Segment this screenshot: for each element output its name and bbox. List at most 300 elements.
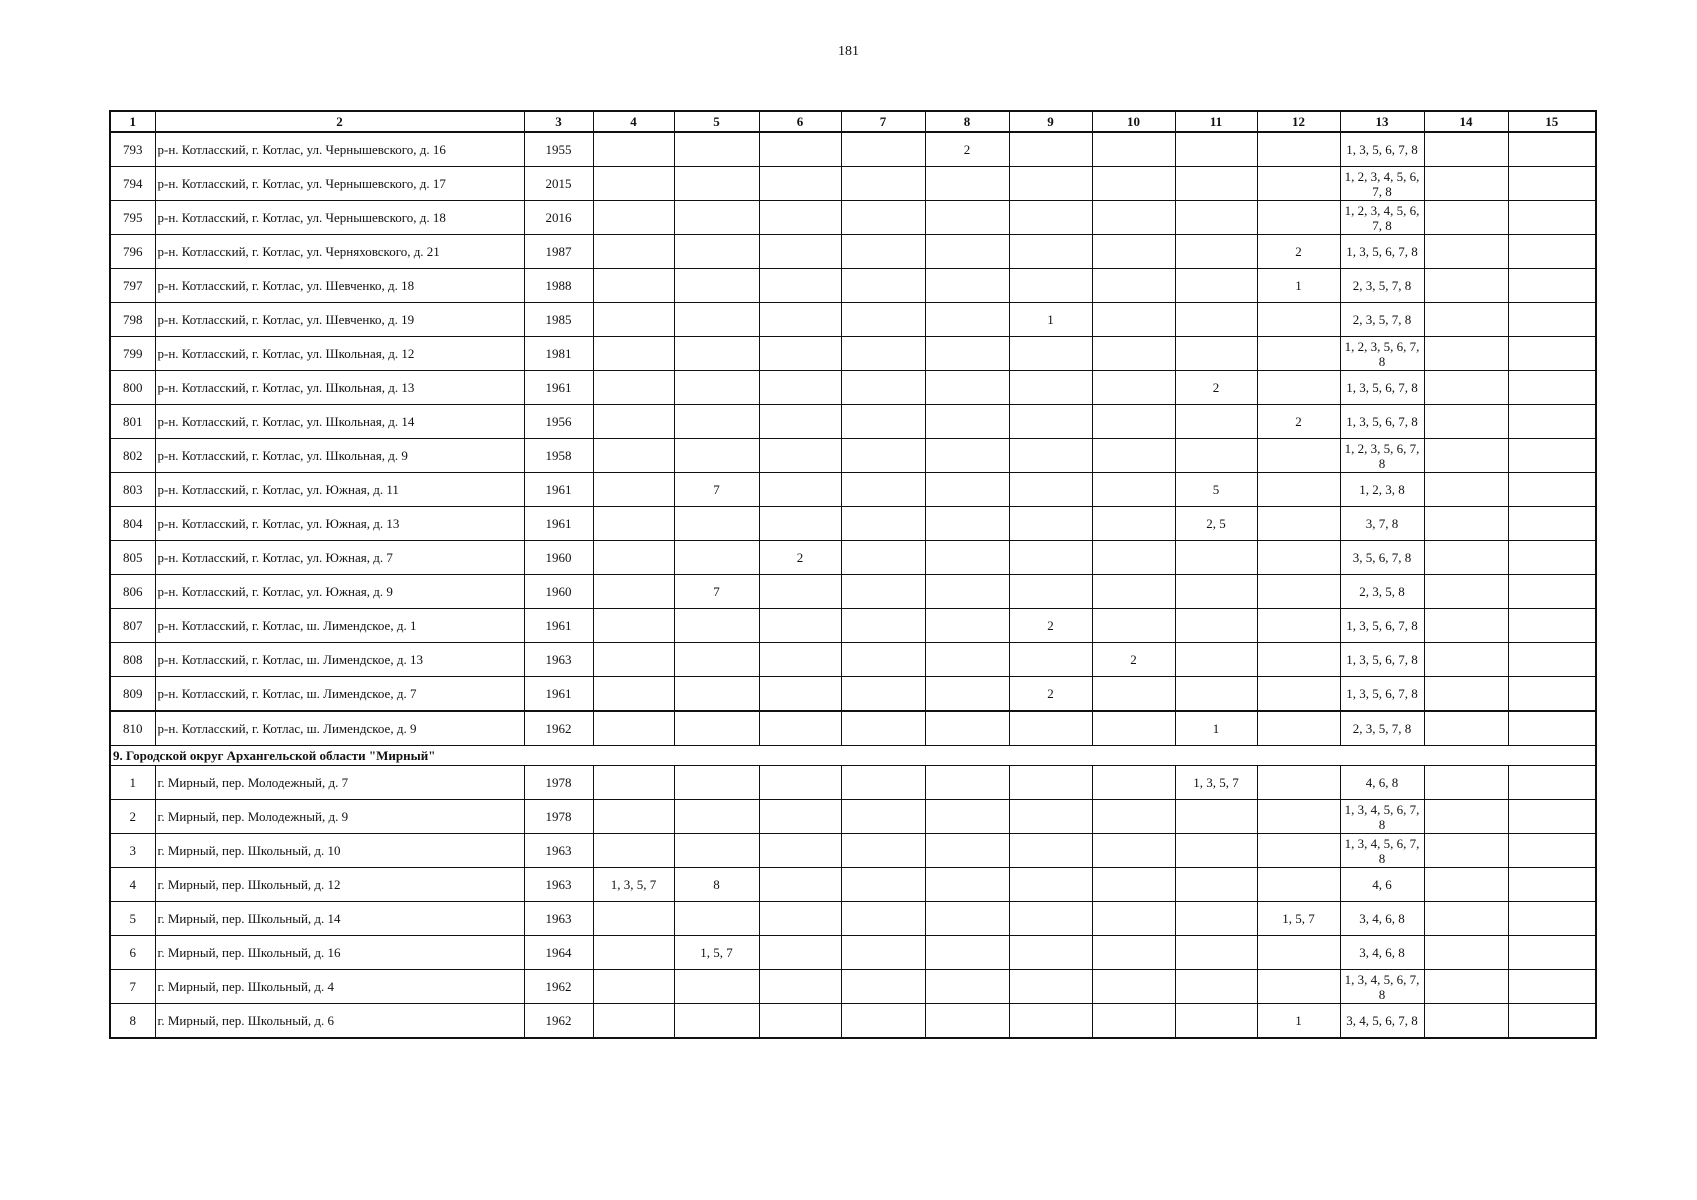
year-cell: 1964 (524, 936, 593, 970)
table-cell: 2, 3, 5, 8 (1340, 575, 1424, 609)
table-cell (1424, 507, 1508, 541)
table-cell (674, 766, 759, 800)
table-cell (759, 201, 841, 235)
table-row (110, 868, 1596, 902)
table-cell (841, 337, 925, 371)
table-cell (593, 609, 674, 643)
table-cell (1424, 766, 1508, 800)
table-cell (1424, 337, 1508, 371)
table-cell (674, 303, 759, 337)
table-cell (674, 609, 759, 643)
table-cell (674, 405, 759, 439)
address-cell: г. Мирный, пер. Школьный, д. 4 (155, 970, 524, 1004)
table-cell (1508, 834, 1596, 868)
table-cell: 2 (1257, 235, 1340, 269)
table-cell (1009, 201, 1092, 235)
table-cell (925, 201, 1009, 235)
table-cell (1257, 541, 1340, 575)
column-header-8: 8 (925, 111, 1009, 132)
table-row (110, 201, 1596, 235)
row-number-cell: 5 (110, 902, 155, 936)
table-cell (759, 575, 841, 609)
year-cell: 2015 (524, 167, 593, 201)
table-cell: 2 (1009, 677, 1092, 712)
table-cell (1508, 405, 1596, 439)
table-cell (841, 711, 925, 746)
table-cell (1175, 201, 1257, 235)
table-cell (1009, 800, 1092, 834)
table-cell (1009, 970, 1092, 1004)
table-cell (1508, 269, 1596, 303)
year-cell: 1961 (524, 473, 593, 507)
table-cell (1257, 201, 1340, 235)
table-cell (593, 766, 674, 800)
table-cell (759, 1004, 841, 1039)
year-cell: 1962 (524, 711, 593, 746)
table-cell (1508, 800, 1596, 834)
table-cell (1424, 541, 1508, 575)
table-cell (1092, 473, 1175, 507)
table-cell (759, 337, 841, 371)
table-cell (1175, 541, 1257, 575)
table-cell (674, 132, 759, 167)
table-cell (1508, 235, 1596, 269)
table-cell (1175, 800, 1257, 834)
table-row (110, 303, 1596, 337)
table-cell (925, 902, 1009, 936)
table-cell (1257, 834, 1340, 868)
table-cell (925, 800, 1009, 834)
table-cell (674, 201, 759, 235)
address-cell: р-н. Котласский, г. Котлас, ул. Южная, д. 9 (155, 575, 524, 609)
year-cell: 1961 (524, 371, 593, 405)
table-cell (1424, 201, 1508, 235)
table-cell (841, 970, 925, 1004)
table-row (110, 902, 1596, 936)
table-cell (1009, 371, 1092, 405)
table-cell (1092, 609, 1175, 643)
table-cell: 2 (759, 541, 841, 575)
table-row (110, 167, 1596, 201)
table-cell (1424, 575, 1508, 609)
table-cell (1508, 766, 1596, 800)
table-row (110, 766, 1596, 800)
table-cell (1175, 677, 1257, 712)
table-cell (1508, 677, 1596, 712)
table-cell (759, 936, 841, 970)
table-cell (841, 766, 925, 800)
table-cell (1508, 132, 1596, 167)
table-cell: 5 (1175, 473, 1257, 507)
table-cell (1257, 609, 1340, 643)
table-row (110, 834, 1596, 868)
table-cell (674, 269, 759, 303)
table-cell (841, 834, 925, 868)
table-cell (841, 439, 925, 473)
table-cell (925, 677, 1009, 712)
table-cell: 1, 3, 5, 6, 7, 8 (1340, 609, 1424, 643)
address-cell: р-н. Котласский, г. Котлас, ш. Лимендское, д. 9 (155, 711, 524, 746)
year-cell: 1962 (524, 970, 593, 1004)
table-cell (1508, 902, 1596, 936)
table-cell (593, 439, 674, 473)
row-number-cell: 806 (110, 575, 155, 609)
table-cell (1092, 439, 1175, 473)
table-cell (1257, 970, 1340, 1004)
table-cell (1092, 541, 1175, 575)
table-cell (841, 609, 925, 643)
table-cell (841, 936, 925, 970)
table-cell (759, 405, 841, 439)
table-cell (1009, 235, 1092, 269)
table-cell (925, 269, 1009, 303)
page-number: 181 (838, 44, 859, 59)
table-cell (1257, 439, 1340, 473)
table-cell (925, 507, 1009, 541)
table-cell (1424, 902, 1508, 936)
table-row (110, 371, 1596, 405)
row-number-cell: 4 (110, 868, 155, 902)
table-cell (1092, 507, 1175, 541)
table-row (110, 132, 1596, 167)
table-cell (1257, 643, 1340, 677)
row-number-cell: 796 (110, 235, 155, 269)
table-cell (1257, 711, 1340, 746)
row-number-cell: 801 (110, 405, 155, 439)
table-cell (674, 371, 759, 405)
table-cell (593, 575, 674, 609)
table-cell (1424, 868, 1508, 902)
table-cell (1009, 834, 1092, 868)
row-number-cell: 1 (110, 766, 155, 800)
table-cell (1009, 473, 1092, 507)
row-number-cell: 802 (110, 439, 155, 473)
table-cell (841, 269, 925, 303)
table-cell (1424, 371, 1508, 405)
column-header-13: 13 (1340, 111, 1424, 132)
table-cell: 1, 3, 5, 6, 7, 8 (1340, 132, 1424, 167)
table-cell (1508, 643, 1596, 677)
row-number-cell: 810 (110, 711, 155, 746)
table-cell (925, 337, 1009, 371)
year-cell: 1958 (524, 439, 593, 473)
table-cell (1092, 167, 1175, 201)
data-table (109, 110, 1597, 1039)
table-cell (1009, 902, 1092, 936)
table-row (110, 405, 1596, 439)
row-number-cell: 7 (110, 970, 155, 1004)
table-cell (1424, 167, 1508, 201)
address-cell: р-н. Котласский, г. Котлас, ул. Южная, д. 7 (155, 541, 524, 575)
table-row (110, 473, 1596, 507)
table-cell: 7 (674, 473, 759, 507)
table-cell (593, 800, 674, 834)
table-cell (1424, 303, 1508, 337)
table-cell (841, 303, 925, 337)
table-cell (925, 609, 1009, 643)
table-cell (759, 800, 841, 834)
table-body (110, 132, 1596, 1038)
table-cell (925, 936, 1009, 970)
table-cell: 1, 2, 3, 8 (1340, 473, 1424, 507)
table-cell (593, 936, 674, 970)
table-cell (674, 1004, 759, 1039)
table-cell (1092, 337, 1175, 371)
table-cell: 1, 3, 5, 6, 7, 8 (1340, 677, 1424, 712)
table-cell (674, 235, 759, 269)
year-cell: 1987 (524, 235, 593, 269)
table-cell (841, 1004, 925, 1039)
table-cell (1508, 575, 1596, 609)
address-cell: р-н. Котласский, г. Котлас, ш. Лимендское, д. 7 (155, 677, 524, 712)
table-cell: 3, 4, 6, 8 (1340, 902, 1424, 936)
table-cell (925, 235, 1009, 269)
table-cell (1257, 868, 1340, 902)
table-cell: 1, 2, 3, 4, 5, 6, 7, 8 (1340, 167, 1424, 201)
table-cell (1175, 439, 1257, 473)
section-title: 9. Городской округ Архангельской области "Мирный" (110, 746, 1596, 766)
table-row (110, 235, 1596, 269)
table-row (110, 269, 1596, 303)
row-number-cell: 798 (110, 303, 155, 337)
row-number-cell: 793 (110, 132, 155, 167)
year-cell: 1961 (524, 677, 593, 712)
table-cell (1424, 1004, 1508, 1039)
table-cell (1424, 834, 1508, 868)
table-cell (1424, 235, 1508, 269)
table-cell (1175, 834, 1257, 868)
table-cell (925, 868, 1009, 902)
table-cell: 1 (1175, 711, 1257, 746)
table-cell (1009, 1004, 1092, 1039)
table-cell (593, 970, 674, 1004)
header-row (110, 111, 1596, 132)
table-cell (1009, 439, 1092, 473)
table-cell: 1 (1009, 303, 1092, 337)
year-cell: 1988 (524, 269, 593, 303)
table-cell (1092, 970, 1175, 1004)
table-cell (1009, 643, 1092, 677)
table-cell (1175, 1004, 1257, 1039)
table-row (110, 970, 1596, 1004)
table-cell (1424, 643, 1508, 677)
table-cell (593, 405, 674, 439)
column-header-12: 12 (1257, 111, 1340, 132)
table-cell (1092, 575, 1175, 609)
table-cell (841, 371, 925, 405)
table-cell (1508, 303, 1596, 337)
table-cell (841, 541, 925, 575)
table-cell (759, 970, 841, 1004)
table-cell (1175, 609, 1257, 643)
year-cell: 1963 (524, 643, 593, 677)
table-cell (593, 902, 674, 936)
table-cell: 2 (925, 132, 1009, 167)
table-row (110, 1004, 1596, 1039)
table-cell (759, 834, 841, 868)
address-cell: р-н. Котласский, г. Котлас, ул. Шевченко, д. 19 (155, 303, 524, 337)
table-cell (1508, 1004, 1596, 1039)
table-cell: 1, 3, 4, 5, 6, 7, 8 (1340, 800, 1424, 834)
row-number-cell: 794 (110, 167, 155, 201)
table-cell (1508, 936, 1596, 970)
table-cell (841, 473, 925, 507)
table-cell (1009, 337, 1092, 371)
table-cell (1175, 132, 1257, 167)
table-cell (1092, 1004, 1175, 1039)
table-cell (593, 303, 674, 337)
table-cell: 2, 3, 5, 7, 8 (1340, 303, 1424, 337)
table-cell (925, 575, 1009, 609)
row-number-cell: 803 (110, 473, 155, 507)
year-cell: 1978 (524, 766, 593, 800)
table-row (110, 575, 1596, 609)
table-cell: 2, 3, 5, 7, 8 (1340, 269, 1424, 303)
table-cell (925, 473, 1009, 507)
table-cell: 2 (1009, 609, 1092, 643)
table-cell (841, 575, 925, 609)
table-cell (1092, 201, 1175, 235)
table-cell (1508, 201, 1596, 235)
address-cell: р-н. Котласский, г. Котлас, ул. Черняховского, д. 21 (155, 235, 524, 269)
table-cell (1257, 677, 1340, 712)
table-cell: 1, 3, 5, 6, 7, 8 (1340, 405, 1424, 439)
table-cell (593, 201, 674, 235)
table-cell: 3, 4, 5, 6, 7, 8 (1340, 1004, 1424, 1039)
address-cell: р-н. Котласский, г. Котлас, ул. Чернышевского, д. 16 (155, 132, 524, 167)
address-cell: г. Мирный, пер. Школьный, д. 14 (155, 902, 524, 936)
row-number-cell: 2 (110, 800, 155, 834)
table-cell: 2, 5 (1175, 507, 1257, 541)
row-number-cell: 804 (110, 507, 155, 541)
table-cell (1092, 834, 1175, 868)
table-cell (674, 507, 759, 541)
table-cell (841, 167, 925, 201)
table-cell (759, 303, 841, 337)
table-cell (1257, 766, 1340, 800)
table-cell (1009, 575, 1092, 609)
address-cell: р-н. Котласский, г. Котлас, ш. Лимендское, д. 13 (155, 643, 524, 677)
table-cell (593, 1004, 674, 1039)
column-header-7: 7 (841, 111, 925, 132)
address-cell: р-н. Котласский, г. Котлас, ул. Школьная, д. 9 (155, 439, 524, 473)
table-cell (593, 677, 674, 712)
table-cell (925, 541, 1009, 575)
address-cell: р-н. Котласский, г. Котлас, ул. Школьная, д. 14 (155, 405, 524, 439)
table-cell (841, 800, 925, 834)
year-cell: 1960 (524, 541, 593, 575)
table-cell (759, 473, 841, 507)
table-cell: 1, 5, 7 (674, 936, 759, 970)
table-cell (925, 834, 1009, 868)
table-row (110, 439, 1596, 473)
table-cell (1009, 167, 1092, 201)
year-cell: 1978 (524, 800, 593, 834)
table-cell (759, 902, 841, 936)
table-cell (1092, 902, 1175, 936)
table-cell (925, 371, 1009, 405)
table-cell (759, 269, 841, 303)
table-cell (1009, 269, 1092, 303)
table-cell: 1 (1257, 1004, 1340, 1039)
table-cell (674, 337, 759, 371)
year-cell: 1955 (524, 132, 593, 167)
table-cell (593, 541, 674, 575)
table-cell (674, 439, 759, 473)
table-cell (1424, 970, 1508, 1004)
table-cell: 3, 4, 6, 8 (1340, 936, 1424, 970)
table-cell (1257, 337, 1340, 371)
table-cell: 1, 3, 5, 6, 7, 8 (1340, 235, 1424, 269)
table-cell (759, 439, 841, 473)
table-cell (674, 677, 759, 712)
table-cell (593, 507, 674, 541)
table-cell (1257, 507, 1340, 541)
table-cell (674, 711, 759, 746)
table-cell (759, 167, 841, 201)
table-cell (1257, 303, 1340, 337)
table-cell: 1, 3, 4, 5, 6, 7, 8 (1340, 970, 1424, 1004)
column-header-1: 1 (110, 111, 155, 132)
table-cell (1092, 303, 1175, 337)
table-cell (759, 677, 841, 712)
year-cell: 1981 (524, 337, 593, 371)
table-cell (1175, 643, 1257, 677)
table-row (110, 541, 1596, 575)
table-cell (925, 643, 1009, 677)
year-cell: 1961 (524, 609, 593, 643)
table-cell (674, 167, 759, 201)
year-cell: 1963 (524, 834, 593, 868)
table-cell (593, 711, 674, 746)
table-row (110, 507, 1596, 541)
table-cell (1092, 132, 1175, 167)
address-cell: р-н. Котласский, г. Котлас, ш. Лимендское, д. 1 (155, 609, 524, 643)
table-cell (841, 132, 925, 167)
table-cell (1092, 868, 1175, 902)
table-cell (1508, 970, 1596, 1004)
table-cell (1508, 371, 1596, 405)
table-cell (759, 643, 841, 677)
table-cell (1009, 541, 1092, 575)
table-cell: 1, 2, 3, 5, 6, 7, 8 (1340, 337, 1424, 371)
address-cell: р-н. Котласский, г. Котлас, ул. Шевченко, д. 18 (155, 269, 524, 303)
year-cell: 1961 (524, 507, 593, 541)
table-cell (1508, 507, 1596, 541)
table-cell (1508, 609, 1596, 643)
table-cell (925, 766, 1009, 800)
table-row (110, 711, 1596, 746)
address-cell: г. Мирный, пер. Молодежный, д. 9 (155, 800, 524, 834)
table-cell (1175, 970, 1257, 1004)
table-cell (674, 834, 759, 868)
row-number-cell: 799 (110, 337, 155, 371)
table-cell: 4, 6, 8 (1340, 766, 1424, 800)
table-cell: 1, 3, 5, 7 (593, 868, 674, 902)
table-cell (1424, 800, 1508, 834)
year-cell: 2016 (524, 201, 593, 235)
table-cell (1424, 439, 1508, 473)
address-cell: г. Мирный, пер. Школьный, д. 6 (155, 1004, 524, 1039)
column-header-11: 11 (1175, 111, 1257, 132)
table-cell (1424, 405, 1508, 439)
table-cell (1092, 677, 1175, 712)
row-number-cell: 6 (110, 936, 155, 970)
table-cell (1508, 167, 1596, 201)
table-cell (759, 507, 841, 541)
column-header-3: 3 (524, 111, 593, 132)
table-row (110, 677, 1596, 712)
